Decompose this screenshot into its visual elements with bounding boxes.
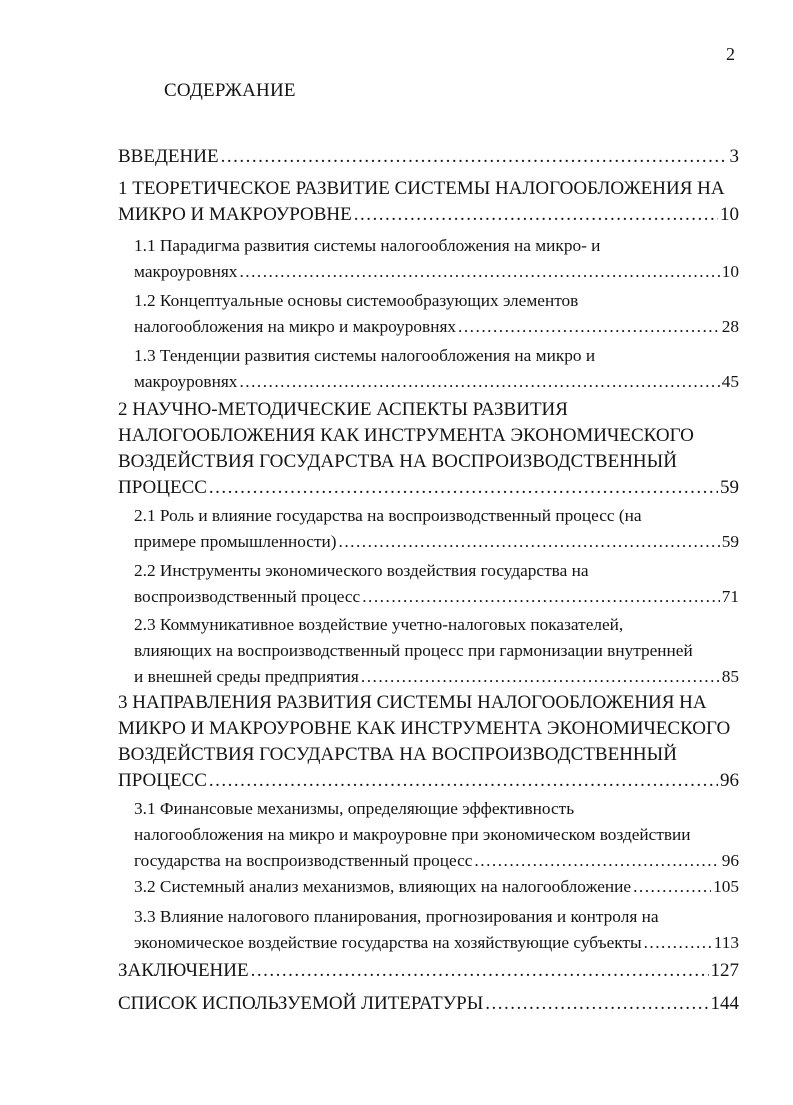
toc-entry-text: МИКРО И МАКРОУРОВНЕ (118, 204, 352, 225)
toc-entry-text: государства на воспроизводственный процесс (134, 851, 473, 870)
dot-leader (362, 584, 720, 610)
toc-page-number: 3 (729, 146, 739, 167)
toc-entry-text: 3.2 Системный анализ механизмов, влияющих на налогообложение (134, 877, 632, 896)
toc-page-number: 96 (720, 770, 739, 791)
toc-page-number: 28 (721, 317, 739, 336)
toc-entry-text: влияющих на воспроизводственный процесс при гармонизации внутренней (134, 641, 693, 660)
toc-entry-section-1-3[interactable] (134, 343, 739, 395)
toc-page-number: 71 (721, 587, 739, 606)
toc-entry-text: 1.3 Тенденции развития системы налогообложения на микро и (134, 346, 596, 365)
toc-entry-line (134, 584, 739, 610)
toc-entry-text: ВВЕДЕНИЕ (118, 146, 219, 167)
toc-entry-text: ВОЗДЕЙСТВИЯ ГОСУДАРСТВА НА ВОСПРОИЗВОДСТВЕННЫЙ (118, 451, 677, 472)
toc-entry-text: ЗАКЛЮЧЕНИЕ (118, 960, 249, 981)
dot-leader (458, 314, 720, 340)
toc-entry-line (134, 529, 739, 555)
toc-page-number: 10 (721, 262, 739, 281)
toc-page-number: 45 (721, 372, 739, 391)
toc-entry-section-3-1[interactable] (134, 796, 739, 874)
toc-entry-section-3-3[interactable] (134, 904, 739, 956)
toc-entry-section-1-1[interactable] (134, 233, 739, 285)
toc-entry-text: налогообложения на микро и макроуровне при экономическом воздействии (134, 825, 691, 844)
toc-entry-text: 1.1 Парадигма развития системы налогообложения на микро- и (134, 236, 601, 255)
toc-entry-conclusion[interactable] (118, 958, 739, 984)
toc-entry-section-2-1[interactable] (134, 503, 739, 555)
toc-entry-line (134, 874, 739, 900)
toc-page-number: 59 (720, 477, 739, 498)
toc-entry-line (134, 930, 739, 956)
toc-page-number: 105 (713, 877, 739, 896)
toc-entry-text: ПРОЦЕСС (118, 477, 207, 498)
dot-leader (485, 991, 708, 1017)
toc-entry-text: макроуровнях (134, 262, 238, 281)
toc-entry-line (134, 314, 739, 340)
toc-entry-text: СПИСОК ИСПОЛЬЗУЕМОЙ ЛИТЕРАТУРЫ (118, 993, 484, 1014)
toc-entry-text: 2.3 Коммуникативное воздействие учетно-налоговых показателей, (134, 615, 624, 634)
toc-entry-line (134, 848, 739, 874)
toc-entry-introduction[interactable] (118, 144, 739, 170)
toc-title: СОДЕРЖАНИЕ (164, 80, 296, 101)
toc-entry-line (118, 768, 739, 794)
toc-entry-section-1-2[interactable] (134, 288, 739, 340)
toc-entry-text: 1.2 Концептуальные основы системообразующих элементов (134, 291, 579, 310)
toc-entry-text: и внешней среды предприятия (134, 667, 359, 686)
toc-page-number: 96 (721, 851, 739, 870)
dot-leader (474, 848, 719, 874)
toc-entry-chapter-3[interactable] (118, 690, 739, 794)
toc-entry-text: 2.2 Инструменты экономического воздействия государства на (134, 561, 589, 580)
toc-entry-text: воспроизводственный процесс (134, 587, 361, 606)
toc-entry-text: МИКРО И МАКРОУРОВНЕ КАК ИНСТРУМЕНТА ЭКОНОМИЧЕСКОГО (118, 718, 731, 739)
toc-entry-line (134, 664, 739, 690)
toc-entry-chapter-2[interactable] (118, 397, 739, 501)
toc-page-number: 10 (720, 204, 739, 225)
toc-entry-section-2-2[interactable] (134, 558, 739, 610)
toc-entry-text: макроуровнях (134, 372, 238, 391)
toc-page-number: 127 (710, 960, 739, 981)
toc-entry-text: НАЛОГООБЛОЖЕНИЯ КАК ИНСТРУМЕНТА ЭКОНОМИЧЕСКОГО (118, 425, 694, 446)
dot-leader (644, 930, 712, 956)
toc-entry-text: 1 ТЕОРЕТИЧЕСКОЕ РАЗВИТИЕ СИСТЕМЫ НАЛОГООБЛОЖЕНИЯ НА (118, 178, 725, 199)
page-number: 2 (726, 44, 735, 64)
toc-entry-chapter-1[interactable] (118, 176, 739, 228)
toc-entry-text: экономическое воздействие государства на хозяйствующие субъекты (134, 933, 642, 952)
toc-entry-line (118, 475, 739, 501)
dot-leader (209, 768, 718, 794)
toc-entry-text: налогообложения на микро и макроуровнях (134, 317, 457, 336)
toc-entry-line (118, 991, 739, 1017)
toc-entry-line (134, 369, 739, 395)
toc-page-number: 59 (721, 532, 739, 551)
toc-entry-text: 3.1 Финансовые механизмы, определяющие эффективность (134, 799, 575, 818)
toc-entry-text: ПРОЦЕСС (118, 770, 207, 791)
dot-leader (361, 664, 720, 690)
toc-entry-line (118, 958, 739, 984)
toc-page-number: 144 (710, 993, 739, 1014)
toc-entry-text: 3 НАПРАВЛЕНИЯ РАЗВИТИЯ СИСТЕМЫ НАЛОГООБЛОЖЕНИЯ НА (118, 692, 707, 713)
dot-leader (239, 259, 719, 285)
dot-leader (209, 475, 718, 501)
toc-entry-line (118, 202, 739, 228)
toc-entry-section-2-3[interactable] (134, 612, 739, 690)
toc-entry-text: примере промышленности) (134, 532, 337, 551)
dot-leader (354, 202, 718, 228)
toc-entry-bibliography[interactable] (118, 991, 739, 1017)
dot-leader (251, 958, 709, 984)
dot-leader (633, 874, 711, 900)
toc-entry-line (134, 259, 739, 285)
toc-page-number: 113 (713, 933, 739, 952)
dot-leader (221, 144, 728, 170)
toc-entry-text: ВОЗДЕЙСТВИЯ ГОСУДАРСТВА НА ВОСПРОИЗВОДСТВЕННЫЙ (118, 744, 677, 765)
toc-entry-line (118, 144, 739, 170)
toc-entry-section-3-2[interactable] (134, 874, 739, 900)
toc-entry-text: 3.3 Влияние налогового планирования, прогнозирования и контроля на (134, 907, 659, 926)
dot-leader (339, 529, 720, 555)
toc-entry-text: 2 НАУЧНО-МЕТОДИЧЕСКИЕ АСПЕКТЫ РАЗВИТИЯ (118, 399, 568, 420)
toc-entry-text: 2.1 Роль и влияние государства на воспроизводственный процесс (на (134, 506, 642, 525)
dot-leader (239, 369, 719, 395)
toc-page-number: 85 (721, 667, 739, 686)
